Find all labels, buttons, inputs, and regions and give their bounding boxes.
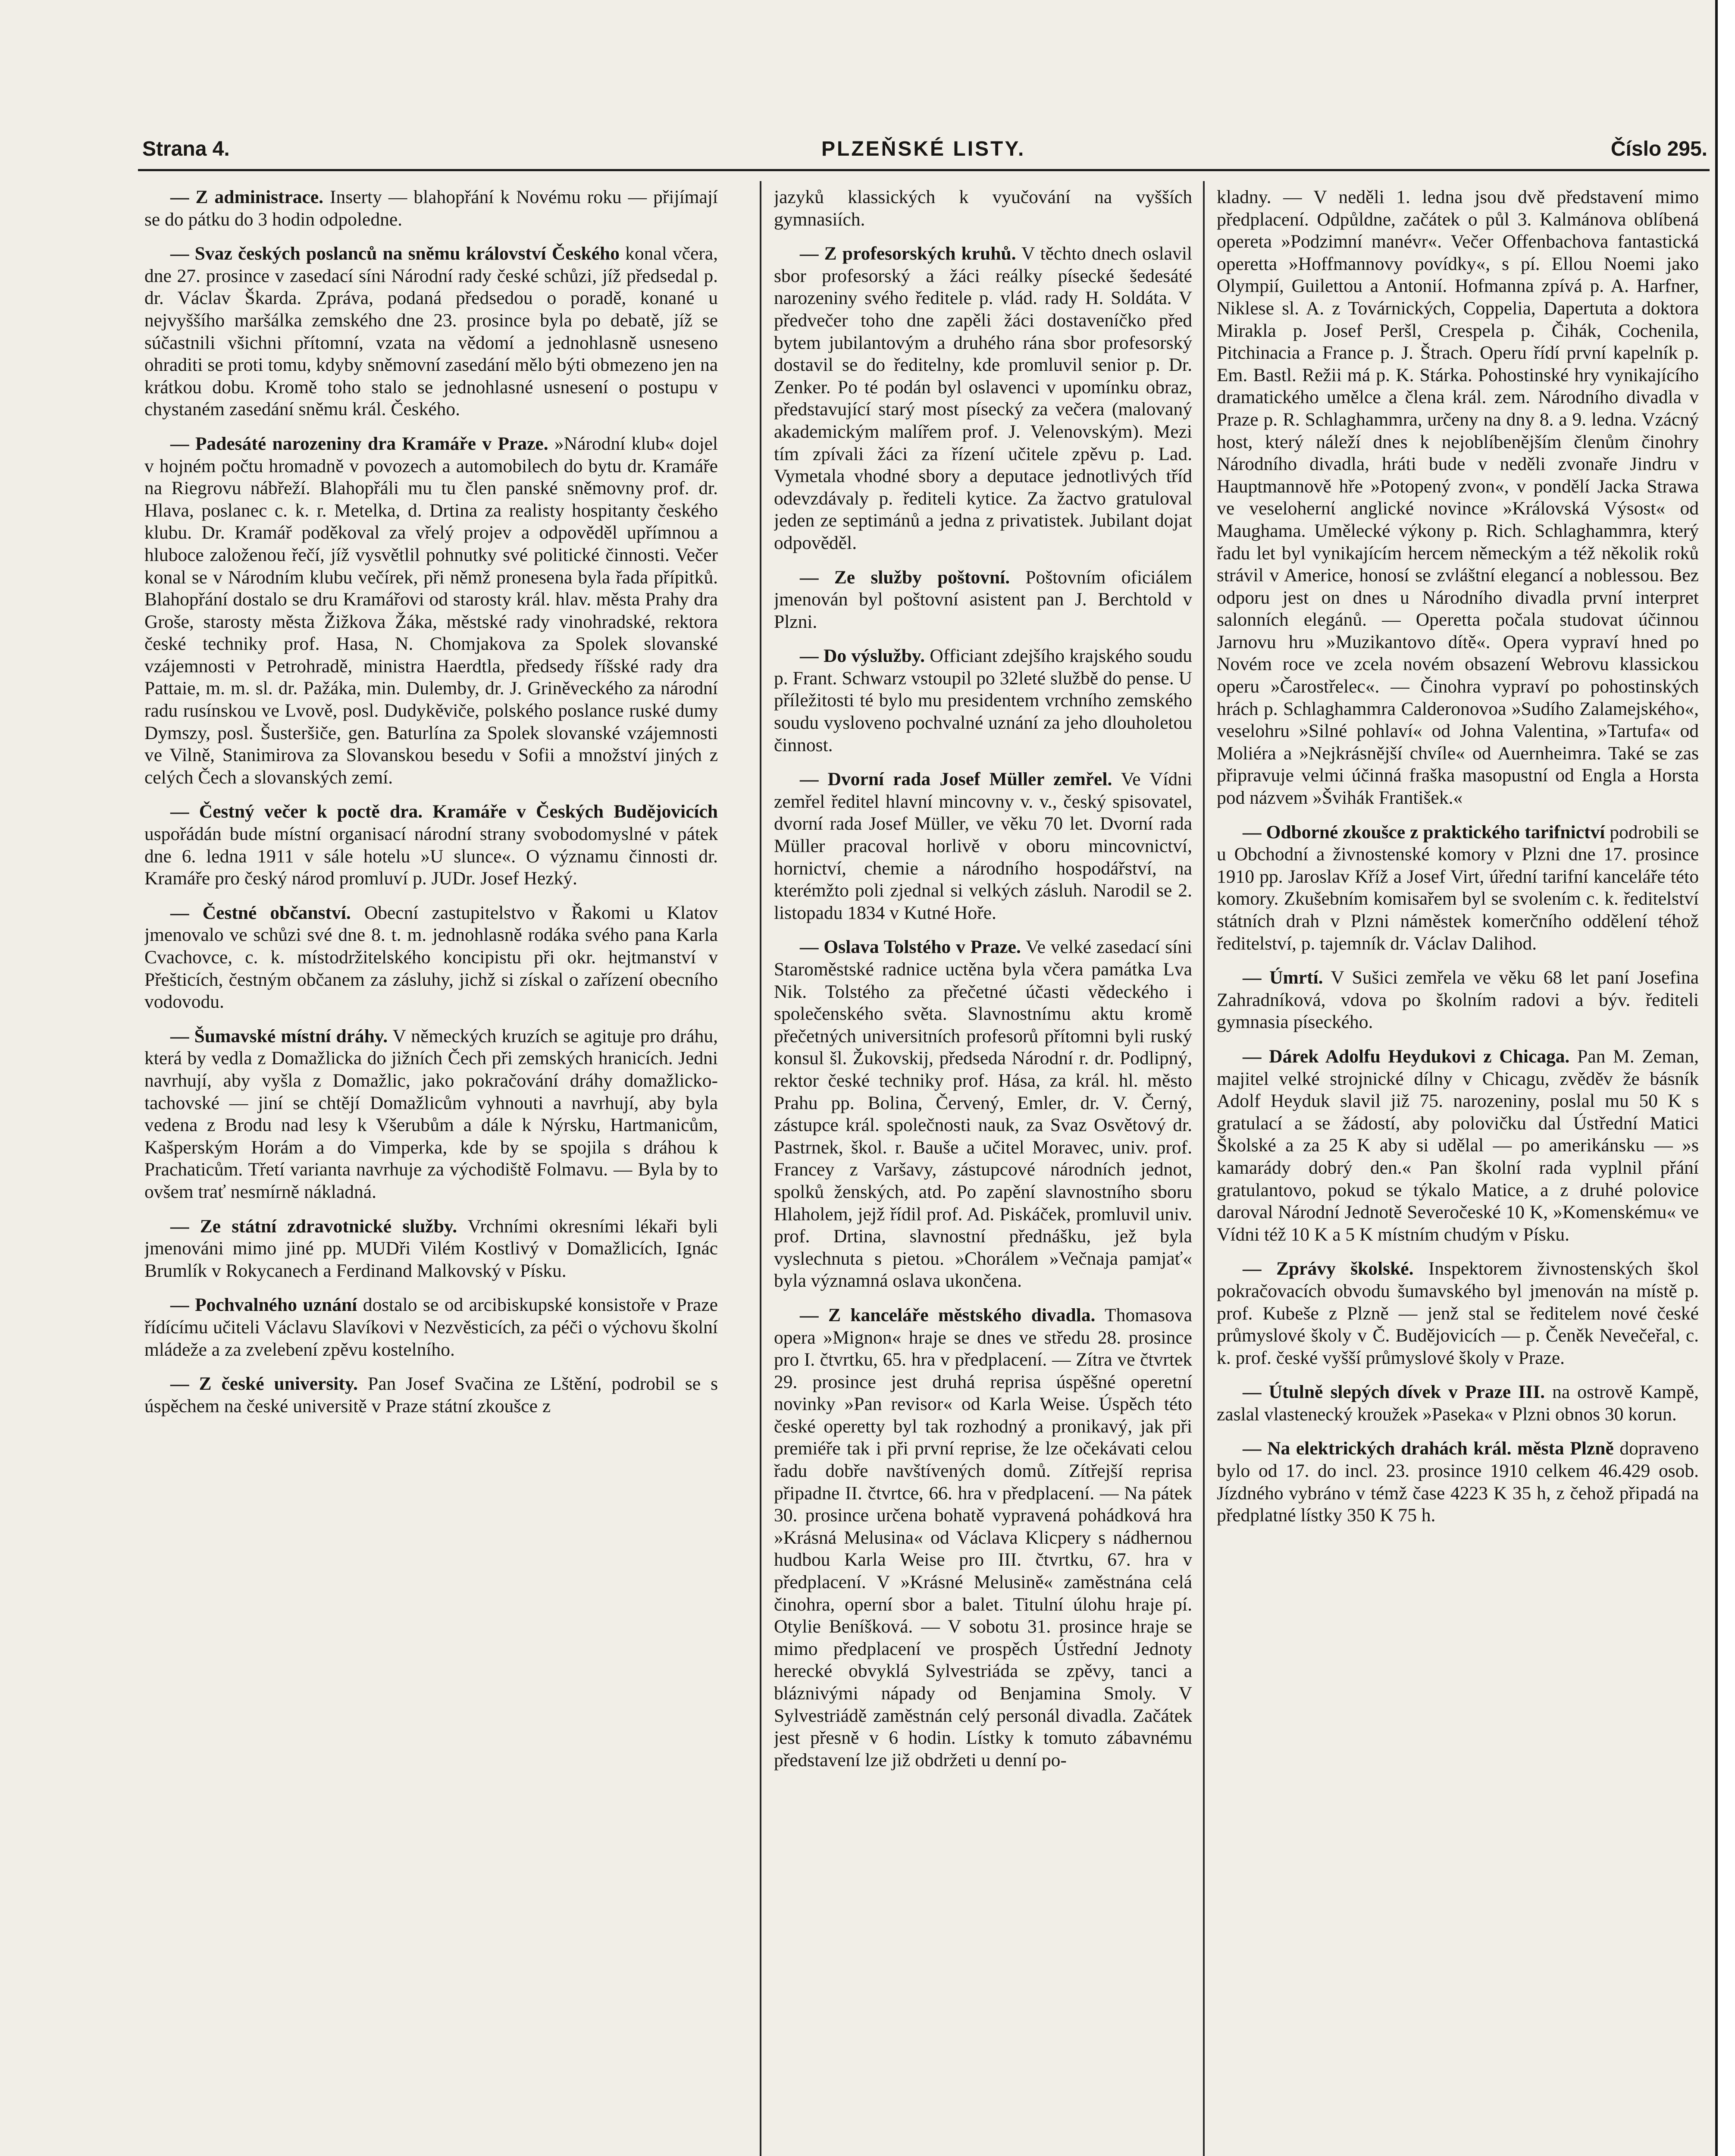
- article-heading: — Padesáté narozeniny dra Kramáře v Praze.: [170, 433, 548, 454]
- article-text: Obecní zastupitelstvo v Řakomi u Klatov jmenovalo ve schůzi své dne 8. t. m. jednohlasně rodáka svého pana Karla Cvachovce, c. k. místodržitelského koncipistu při okr. hejtmanství v Přešticích, čestným občanem za zásluhy, jichž si získal o zařízení obecního vodovodu.: [144, 902, 718, 1012]
- article-text: konal včera, dne 27. prosince v zasedací síni Národní rady české schůzi, jíž předsedal p. dr. Václav Škarda. Zpráva, podaná předsedou o poradě, konané u nejvyššího maršálka zemského dne 23. prosince byla po debatě, jíž se súčastnili všichni přítomní, vzata na vědomí a jednohlasně usneseno ohraditi se proti tomu, kdyby sněmovní zasedání mělo býti obmezeno jen na krátkou dobu. Kromě toho stalo se jednohlasné usnesení o postupu v chystaném zasedání sněmu král. Českého.: [144, 243, 718, 420]
- article-text: Pan Josef Svačina ze Lštění, podrobil se s úspěchem na české universitě v Praze státní zkoušce z: [144, 1373, 718, 1416]
- article-heading: — Ze služby poštovní.: [800, 567, 1010, 588]
- article-paragraph: [774, 1304, 1192, 1771]
- article-heading: — Zprávy školské.: [1243, 1258, 1414, 1279]
- article-text: Inserty — blahopřání k Novému roku — přijímají se do pátku do 3 hodin odpoledne.: [144, 187, 718, 230]
- column-3: [1217, 186, 1699, 2156]
- article-heading: — Na elektrických drahách král. města Plzně: [1243, 1438, 1614, 1459]
- article-text: Officiant zdejšího krajského soudu p. Frant. Schwarz vstoupil po 32leté službě do pense. U příležitosti té bylo mu presidentem vrchního zemského soudu vysloveno pochvalné uznání za jeho dlouholetou činnost.: [774, 646, 1192, 755]
- article-text: na ostrově Kampě, zaslal vlastenecký kroužek »Paseka« v Plzni obnos 30 korun.: [1217, 1382, 1699, 1425]
- article-text: Poštovním oficiálem jmenován byl poštovní asistent pan J. Berchtold v Plzni.: [774, 567, 1192, 632]
- article-paragraph: [774, 567, 1192, 633]
- article-heading: — Dárek Adolfu Heydukovi z Chicaga.: [1243, 1046, 1570, 1067]
- article-paragraph: [1217, 967, 1699, 1034]
- article-paragraph: [1217, 1381, 1699, 1426]
- column-2: [774, 186, 1192, 2156]
- article-paragraph: [144, 433, 718, 789]
- article-text: dostalo se od arcibiskupské konsistoře v Praze řídícímu učiteli Václavu Slavíkovi v Nezvěsticích, za péči o výchovu školní mládeže a za zvelebení zpěvu kostelního.: [144, 1294, 718, 1360]
- article-paragraph: [1217, 1438, 1699, 1526]
- article-heading: — Z české university.: [170, 1373, 358, 1395]
- article-heading: — Pochvalného uznání: [170, 1294, 357, 1316]
- article-text: Ve velké zasedací síni Staroměstské radnice uctěna byla včera památka Lva Nik. Tolstého za přečetné účasti vědeckého i společenského světa. Slavnostnímu aktu kromě přečetných universitních profesorů přítomni byli ruský konsul šl. Žukovskij, předseda Národní r. dr. Podlipný, rektor české techniky prof. Hása, za král. hl. město Prahu pp. Bolina, Červený, Emler, dr. V. Černý, zástupce král. společnosti nauk, za Svaz Osvětový dr. Pastrnek, škol. r. Bauše a učitel Moravec, univ. prof. Francey z Varšavy, zástupcové národních jednot, spolků ženských, atd. Po zapění slavnostního sboru Hlaholem, jejž řídil prof. Ad. Piskáček, promluvil univ. prof. Drtina, slavnostní přednášku, jež byla vyslechnuta s pietou. »Chorálem »Večnaja pamjať« byla významná oslava ukončena.: [774, 937, 1192, 1291]
- article-paragraph: [144, 186, 718, 231]
- article-paragraph: [1217, 1046, 1699, 1246]
- article-paragraph: [144, 1025, 718, 1203]
- article-text: Pan M. Zeman, majitel velké strojnické dílny v Chicagu, zvěděv že básník Adolf Heyduk slavil již 75. narozeniny, poslal mu 50 K s gratulací a se žádostí, aby polovičku dal Ústřední Matici Školské a za 25 K aby si udělal — po amerikánsku — »s kamarády dobrý den.« Pan školní rada vyplnil přání gratulantovo, pokud se týkalo Matice, a z druhé polovice daroval Národní Jednotě Severočeské 10 K, »Komenskému« ve Vídni též 10 K a 5 K místním chudým v Písku.: [1217, 1046, 1699, 1245]
- article-text: uspořádán bude místní organisací národní strany svobodomyslné v pátek dne 6. ledna 1911 v sále hotelu »U slunce«. O významu činnosti dr. Kramáře pro český národ promluví p. JUDr. Josef Hezký.: [144, 824, 718, 889]
- article-heading: — Útulně slepých dívek v Praze III.: [1243, 1382, 1545, 1403]
- article-heading: — Šumavské místní dráhy.: [170, 1025, 388, 1047]
- article-text: V těchto dnech oslavil sbor profesorský a žáci reálky písecké šedesáté narozeniny svého ředitele p. vlád. rady H. Soldáta. V předvečer toho dne zapěli žáci dostaveníčko před bytem jubilantovým a druhého rána sbor profesorský dostavil se do ředitelny, kde promluvil senior p. Dr. Zenker. Po té podán byl oslavenci v upomínku obraz, představující starý most písecký za večera (malovaný akademickým malířem prof. J. Velenovským). Mezi tím zpívali žáci za řízení učitele zpěvu p. Lad. Vymetala vhodné sbory a deputace jednotlivých tříd odevzdávaly p. řediteli kytice. Za žactvo gratuloval jeden ze septimánů a jedna z privatistek. Jubilant dojat odpověděl.: [774, 243, 1192, 553]
- article-text: Thomasova opera »Mignon« hraje se dnes ve středu 28. prosince pro I. čtvrtku, 65. hra v předplacení. — Zítra ve čtvrtek 29. prosince jest druhá reprisa úspěšné operetní novinky »Pan revisor« od Karla Weise. Úspěch této české operetty byl tak rozhodný a pronikavý, jak při premiéře tak i při první reprise, že lze očekávati celou řadu dobře navštívených domů. Zítřejší reprisa připadne II. čtvrtce, 66. hra v předplacení. — Na pátek 30. prosince určena bohatě vypravená pohádková hra »Krásná Melusina« od Václava Klicpery s nádhernou hudbou Karla Weise pro III. čtvrtku, 67. hra v předplacení. V »Krásné Melusině« zaměstnána celá činohra, operní sbor a balet. Titulní úlohu hraje pí. Otylie Beníšková. — V sobotu 31. prosince hraje se mimo předplacení ve prospěch Ústřední Jednoty herecké obvyklá Sylvestriáda se zpěvy, tanci a bláznivými nápady od Benjamina Smoly. V Sylvestriádě zaměstnán celý personál divadla. Začátek jest přesně v 6 hodin. Lístky k tomuto zábavnému představení lze již obdržeti u denní po-: [774, 1304, 1192, 1771]
- article-heading: — Dvorní rada Josef Müller zemřel.: [800, 769, 1112, 790]
- article-paragraph: [774, 936, 1192, 1292]
- article-text: Vrchními okresními lékaři byli jmenováni mimo jiné pp. MUDři Vilém Kostlivý v Domažlicích, Ignác Brumlík v Rokycanech a Ferdinand Malkovský v Písku.: [144, 1216, 718, 1281]
- article-heading: — Z kanceláře městského divadla.: [800, 1304, 1096, 1326]
- header-rule: [138, 169, 1710, 171]
- article-heading: — Z profesorských kruhů.: [800, 243, 1016, 264]
- article-heading: — Odborné zkoušce z praktického tarifnictví: [1243, 821, 1605, 843]
- article-paragraph: [144, 243, 718, 421]
- article-heading: — Z administrace.: [170, 187, 324, 207]
- newspaper-title: PLZEŇSKÉ LISTY.: [821, 138, 1026, 160]
- article-heading: — Svaz českých poslanců na sněmu království Českého: [170, 243, 620, 264]
- article-text: Ve Vídni zemřel ředitel hlavní mincovny v. v., český spisovatel, dvorní rada Josef Müller, ve věku 70 let. Dvorní rada Müller pracoval horlivě v oboru mincovnictví, hornictví, chemie a národního hospodářství, na kterémžto poli zjednal si velkých zásluh. Narodil se 2. listopadu 1834 v Kutné Hoře.: [774, 769, 1192, 923]
- article-heading: — Čestný večer k poctě dra. Kramáře v Českých Budějovicích: [170, 801, 718, 822]
- article-heading: — Oslava Tolstého v Praze.: [800, 937, 1021, 958]
- article-heading: — Do výslužby.: [800, 646, 925, 667]
- article-text: V německých kruzích se agituje pro dráhu, která by vedla z Domažlicka do jižních Čech při zemských hranicích. Jedni navrhují, aby vyšla z Domažlic, jako pokračování dráhy domažlicko-tachovské — jiní se chtějí Domažlicům vyhnouti a navrhují, aby byla vedena z Brodu nad lesy k Všerubům a dále k Nýrsku, Hartmanicům, Kašperským Horám a do Vimperka, kde by se spojila s dráhou k Prachaticům. Třetí varianta navrhuje za východiště Folmavu. — Byla by to ovšem trať nesmírně nákladná.: [144, 1025, 718, 1202]
- article-paragraph: [144, 1216, 718, 1282]
- article-paragraph: [774, 645, 1192, 756]
- article-text: V Sušici zemřela ve věku 68 let paní Josefina Zahradníková, vdova po školním radovi a býv. řediteli gymnasia píseckého.: [1217, 967, 1699, 1033]
- article-text: jazyků klassických k vyučování na vyšších gymnasiích.: [774, 187, 1192, 230]
- column-divider: [760, 181, 761, 2156]
- article-paragraph: [144, 902, 718, 1013]
- article-paragraph: [144, 801, 718, 890]
- article-text: dopraveno bylo od 17. do incl. 23. prosince 1910 celkem 46.429 osob. Jízdného vybráno v témž čase 4223 K 35 h, z čehož připadá na předplatné lístky 350 K 75 h.: [1217, 1438, 1699, 1526]
- article-paragraph: [1217, 1258, 1699, 1369]
- article-heading: — Ze státní zdravotnické služby.: [170, 1216, 457, 1237]
- article-paragraph: [1217, 821, 1699, 955]
- issue-number: Číslo 295.: [1610, 138, 1707, 160]
- article-heading: — Úmrtí.: [1243, 967, 1323, 988]
- article-paragraph: [774, 243, 1192, 554]
- article-paragraph: [774, 768, 1192, 924]
- article-paragraph: [144, 1294, 718, 1361]
- article-text: Inspektorem živnostenských škol pokračovacích obvodu šumavského byl jmenován na místě p. prof. Kubeše z Plzně — jenž stal se ředitelem nové české průmyslové školy v Č. Budějovicích — p. Čeněk Nevečeřal, c. k. prof. české vyšší průmyslové školy v Praze.: [1217, 1258, 1699, 1368]
- page-header: [142, 137, 1707, 171]
- article-paragraph: [144, 1373, 718, 1417]
- article-text: podrobili se u Obchodní a živnostenské komory v Plzni dne 17. prosince 1910 pp. Jaroslav Kříž a Josef Virt, úřední tarifní kanceláře této komory. Zkušebním komisařem byl se svolením c. k. ředitelství státních drah v Plzni náměstek komerčního oddělení téhož ředitelství, p. tajemník dr. Václav Dalihod.: [1217, 821, 1699, 954]
- article-text: kladny. — V neděli 1. ledna jsou dvě představení mimo předplacení. Odpůldne, začátek o půl 3. Kalmánova oblíbená opereta »Podzimní manévr«. Večer Offenbachova fantastická operetta »Hoffmannovy povídky«, s pí. Ellou Noemi jako Olympií, Guilettou a Antonií. Hofmanna zpívá p. A. Harfner, Niklese sl. A. z Továrnických, Coppelia, Dapertuta a doktora Mirakla p. Josef Peršl, Crespela p. Čihák, Cochenila, Pitchinacia a France p. J. Štrach. Operu řídí první kapelník p. Em. Bastl. Režii má p. K. Stárka. Pohostinské hry vynikajícího dramatického umělce a člena král. zem. Národního divadla v Praze p. R. Schlaghammra, určeny na dny 8. a 9. ledna. Vzácný host, který náleží dnes k nejoblíbenějším členům činohry Národního divadla, hráti bude v neděli zvonaře Jindru v Hauptmannově hře »Potopený zvon«, v pondělí Jacka Strawa ve veselohernί anglické novince »Královská Výsost« od Maughama. Umělecké výkony p. Rich. Schlaghammra, který řadu let byl vynikajícím hercem německým a též několik roků strávil v Americe, honosí se zvláštní elegancí a noblessou. Bez odporu jest on dnes u Národního divadla první interpret salonních elegánů. — Operetta počala studovat účinnou Jarnovu hru »Muzikantovo dítě«. Opera vypraví hned po Novém roce ve zcela novém obsazení Webrovu klassickou operu »Čarostřelec«. — Činohra vypraví po pohostinských hrách p. Schlaghammra Calderonovoa »Sudího Zalamejského«, veselohru »Silné pohlaví« od Johna Valentina, »Tartufa« od Moliéra a »Nejkrásnější chvíle« od Auernheimra. Také se zas připravuje velmi účinná fraška masopustní od Engla a Horsta pod názvem »Švihák František.«: [1217, 187, 1699, 808]
- article-paragraph: [774, 186, 1192, 231]
- page-edge: [1715, 0, 1735, 2156]
- page-number: Strana 4.: [142, 138, 230, 160]
- column-1: [144, 186, 718, 2156]
- column-divider: [1203, 181, 1205, 2156]
- article-heading: — Čestné občanství.: [170, 902, 351, 923]
- article-paragraph: [1217, 186, 1699, 809]
- article-text: »Národní klub« dojel v hojném počtu hromadně v povozech a automobilech do bytu dr. Kramáře na Riegrovu nábřeží. Blahopřáli mu tu člen panské sněmovny prof. dr. Hlava, poslanec c. k. r. Metelka, d. Drtina za realisty hospitanty českého klubu. Dr. Kramář poděkoval za vřelý projev a odpověděl upřímnou a hluboce založenou řečí, jíž vysvětlil pohnutky své politické činnosti. Večer konal se v Národním klubu večírek, při němž pronesena byla řada přípitků. Blahopřání dostalo se dru Kramářovi od starosty král. hlav. města Prahy dra Groše, starosty města Žižkova Žáka, městské rady vinohradské, rektora české techniky prof. Hasa, N. Chomjakova za Spolek slovanské vzájemnosti v Petrohradě, ministra Haerdtla, předsedy říšské rady dra Pattaie, m. m. sl. dr. Pažáka, min. Dulemby, dr. J. Griněveckého za národní radu rusínskou ve Lvově, posl. Dudykěviče, polského poslance ruské dumy Dymszy, posl. Šusteršiče, gen. Baturlína za Spolek slovanské vzájemnosti ve Vilně, Stanimirova za Slovanskou besedu v Sofii a množství jiných z celých Čech a slovanských zemí.: [144, 433, 718, 788]
